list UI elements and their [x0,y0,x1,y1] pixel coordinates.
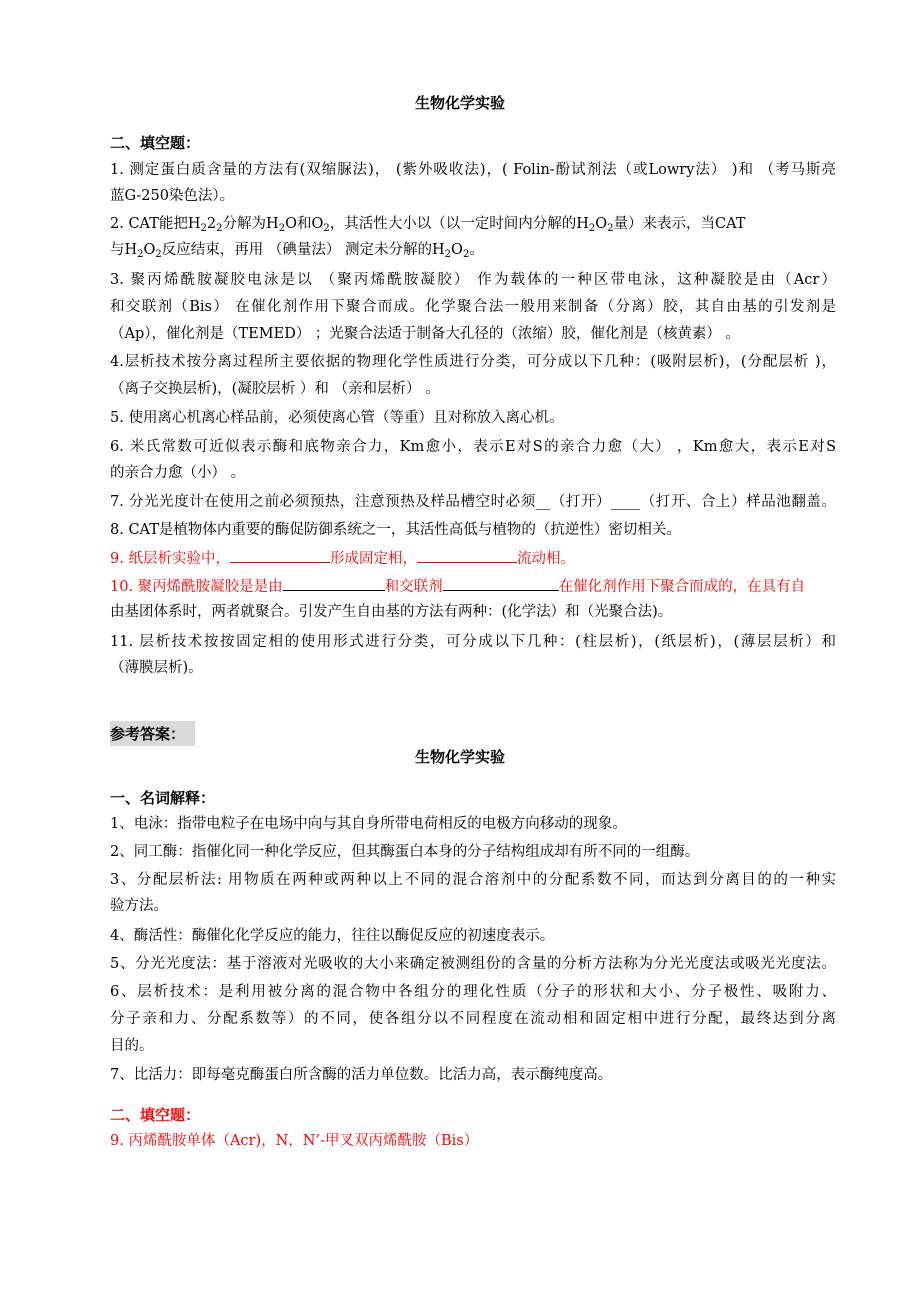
answer-term-4: 4、酶活性：酶催化化学反应的能力，往往以酶促反应的初速度表示。 [110,928,555,944]
answer-term-5: 5、分光光度法：基于溶液对光吸收的大小来确定被测组份的含量的分析方法称为分光光度法或吸光光度法。 [110,956,836,972]
question-10-line-2: 由基团体系时，两者就聚合。引发产生自由基的方法有两种：(化学法）和（光聚合法)。 [110,604,673,620]
question-2-line-1: 2. CAT能把$H_22_2$分解为$H_2O$和$O_2$，其活性大小以（以一定时间内分解的$H_2O_2$量）来表示，当CAT [110,216,746,234]
question-9: 9. 纸层析实验中， 形成固定相， 流动相。 [110,548,836,569]
answer-heading: 参考答案： [110,721,195,746]
answer-fill-9: 9. 丙烯酰胺单体（Acr)，N，N’-甲叉双丙烯酰胺（Bis） [110,1133,479,1149]
answer-term-7: 7、比活力：即每毫克酶蛋白所含酶的活力单位数。比活力高，表示酶纯度高。 [110,1067,613,1083]
question-3-line-2: 和交联剂（Bis） 在催化剂作用下聚合而成。化学聚合法一般用来制备（分离）胶，其自由基的引发剂是 [110,299,836,315]
question-1-line-1: 1. 测定蛋白质含量的方法有(双缩脲法)， (紫外吸收法)，( Folin-酚试剂法（或Lowry法） )和 （考马斯亮 [110,162,836,178]
question-7: 7. 分光光度计在使用之前必须预热，注意预热及样品槽空时必须__（打开）____（打开、合上）样品池翻盖。 [110,494,836,510]
answer-section-heading-fill-in: 二、填空题： [110,1106,201,1124]
page-title: 生物化学实验 [414,94,505,112]
question-6-line-1: 6. 米氏常数可近似表示酶和底物亲合力，Km愈小，表示E对S的亲合力愈（大） ，Km愈大，表示E对S [110,439,836,455]
answer-term-1: 1、电泳：指带电粒子在电场中向与其自身所带电荷相反的电极方向移动的现象。 [110,816,627,832]
question-6-line-2: 的亲合力愈（小） 。 [110,465,246,481]
question-4-line-1: 4.层析技术按分离过程所主要依据的物理化学性质进行分类，可分成以下几种：(吸附层析)，(分配层析 )， [110,354,836,370]
blank-line [443,576,559,591]
section-heading-fill-in: 二、填空题： [110,134,201,152]
question-5: 5. 使用离心机离心样品前，必须使离心管（等重）且对称放入离心机。 [110,410,564,426]
blank-line [230,548,330,563]
answer-term-3-line-1: 3、分配层析法: 用物质在两种或两种以上不同的混合溶剂中的分配系数不同，而达到分离目的的一种实 [110,872,836,888]
answer-term-6-line-3: 目的。 [110,1038,154,1054]
question-11-line-2: （薄膜层析)。 [110,660,203,676]
question-2-line-2: 与$H_2O_2$反应结束，再用 （碘量法） 测定未分解的$H_2O_2$。 [110,242,484,260]
blank-line [417,548,517,563]
answer-term-3-line-2: 验方法。 [110,898,168,914]
answer-term-2: 2、同工酶：指催化同一种化学反应，但其酶蛋白本身的分子结构组成却有所不同的一组酶。 [110,844,700,860]
answer-term-6-line-1: 6、层析技术：是利用被分离的混合物中各组分的理化性质（分子的形状和大小、分子极性、吸附力、 [110,984,836,1000]
answer-title: 生物化学实验 [414,748,505,766]
blank-line [283,576,385,591]
question-3-line-1: 3. 聚丙烯酰胺凝胶电泳是以 （聚丙烯酰胺凝胶） 作为载体的一种区带电泳，这种凝胶是由（Acr） [110,272,836,288]
question-3-line-3: （Ap），催化剂是（TEMED） ；光聚合法适于制备大孔径的（浓缩）胶，催化剂是（核黄素） 。 [110,326,741,342]
section-heading-terms: 一、名词解释： [110,789,216,807]
question-8: 8. CAT是植物体内重要的酶促防御系统之一，其活性高低与植物的（抗逆性）密切相关。 [110,522,681,538]
question-10-line-1: 10. 聚丙烯酰胺凝胶是是由 和交联剂 在催化剂作用下聚合而成的，在具有自 [110,576,836,597]
question-4-line-2: （离子交换层析)，(凝胶层析 ）和 （亲和层析） 。 [110,381,440,397]
question-1-line-2: 蓝G-250染色法）。 [110,188,235,204]
question-11-line-1: 11. 层析技术按按固定相的使用形式进行分类，可分成以下几种：(柱层析)，(纸层析)，(薄层层析）和 [110,634,836,650]
answer-term-6-line-2: 分子亲和力、分配系数等）的不同，使各组分以不同程度在流动相和固定相中进行分配，最终达到分离 [110,1011,836,1027]
